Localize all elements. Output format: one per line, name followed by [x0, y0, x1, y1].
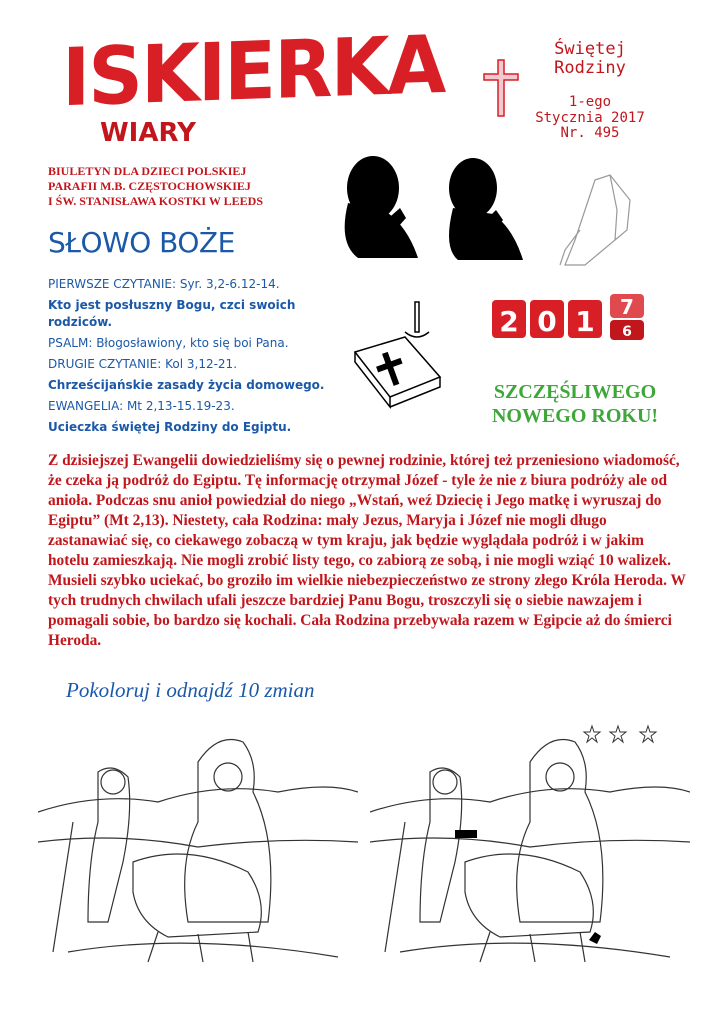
greeting-line2: NOWEGO ROKU! — [491, 405, 659, 427]
issue-info — [520, 40, 660, 142]
year-2017-graphic — [490, 294, 660, 344]
issue-date-line1: 1-ego — [568, 94, 612, 111]
praying-hands-image — [555, 170, 645, 270]
new-year-greeting — [470, 380, 680, 428]
parish-line3: I ŚW. STANISŁAWA KOSTKI W LEEDS — [48, 194, 263, 208]
parish-info — [48, 164, 263, 209]
masthead-title: ISKIERKA — [62, 17, 445, 125]
second-reading-ref: Kol 3,12-21. — [165, 357, 238, 371]
issue-number: Nr. 495 — [560, 125, 620, 142]
greeting-line1: SZCZĘŚLIWEGO — [493, 381, 657, 403]
first-reading-ref: Syr. 3,2-6.12-14. — [179, 277, 280, 291]
issue-feast-line2: Rodziny — [554, 57, 626, 78]
parish-line2: PARAFII M.B. CZĘSTOCHOWSKIEJ — [48, 179, 251, 193]
gospel-ref: Mt 2,13-15.19-23. — [126, 399, 235, 413]
second-reading-label: DRUGIE CZYTANIE: — [48, 357, 162, 371]
issue-date-line2: Stycznia 2017 — [535, 109, 645, 126]
psalm-label: PSALM: — [48, 336, 93, 350]
parish-line1: BIULETYN DLA DZIECI POLSKIEJ — [48, 164, 247, 178]
praying-children-image — [328, 148, 528, 268]
second-reading-summary: Chrześcijańskie zasady życia domowego. — [48, 378, 325, 392]
gospel-summary: Ucieczka świętej Rodziny do Egiptu. — [48, 420, 292, 434]
first-reading-label: PIERWSZE CZYTANIE: — [48, 277, 176, 291]
readings-heading: SŁOWO BOŻE — [48, 226, 235, 259]
year-flip-bottom: 6 — [622, 324, 632, 340]
gospel-story-text: Z dzisiejszej Ewangelii dowiedzieliśmy się o pewnej rodzinie, której też przeniesiono wiadomość, że czeka ją podróż do Egiptu. Tę informację otrzymał Józef - tyle że nie z biura podróży ale od anioła. Podczas snu anioł powiedział do niego „Wstań, weź Dziecię i Jego matkę i wyruszaj do Egiptu” (Mt 2,13). Niestety, cała Rodzina: mały Jezus, Maryja i Józef nie mogli długo zastanawiać się, co ciekawego zobaczą w tym kraju, jak będzie wyglądała podróż i w jakim hotelu zamieszkają. Nie mogli zrobić listy tego, co zabiorą ze sobą, i nie mogli wziąć 10 walizek. Musieli szybko uciekać, bo groziło im wielkie niebezpieczeństwo ze strony złego Króla Heroda. W tych trudnych chwilach ufali jeszcze bardziej Panu Bogu, troszczyli się o siebie nawzajem i pomagali sobie, bo bardzo się kochali. Cała Rodzina przebywała razem w Egipcie aż do śmierci Heroda. — [48, 452, 686, 649]
star-icons — [584, 726, 656, 742]
gospel-label: EWANGELIA: — [48, 399, 124, 413]
year-digit-1: 2 — [499, 305, 519, 338]
coloring-picture-right — [370, 722, 690, 972]
psalm-text: Błogosławiony, kto się boi Pana. — [96, 336, 289, 350]
year-digit-3: 1 — [575, 305, 595, 338]
cross-icon — [478, 56, 524, 120]
masthead-subtitle: WIARY — [100, 118, 196, 148]
puzzle-title: Pokoloruj i odnajdź 10 zmian — [66, 678, 315, 702]
bible-candle-image — [345, 292, 445, 412]
first-reading-summary: Kto jest posłuszny Bogu, czci swoich rodziców. — [48, 298, 296, 329]
coloring-picture-left — [38, 722, 358, 972]
readings-list — [48, 276, 348, 440]
issue-feast-line1: Świętej — [554, 39, 626, 59]
year-flip-top: 7 — [620, 295, 634, 319]
year-digit-2: 0 — [537, 305, 557, 338]
